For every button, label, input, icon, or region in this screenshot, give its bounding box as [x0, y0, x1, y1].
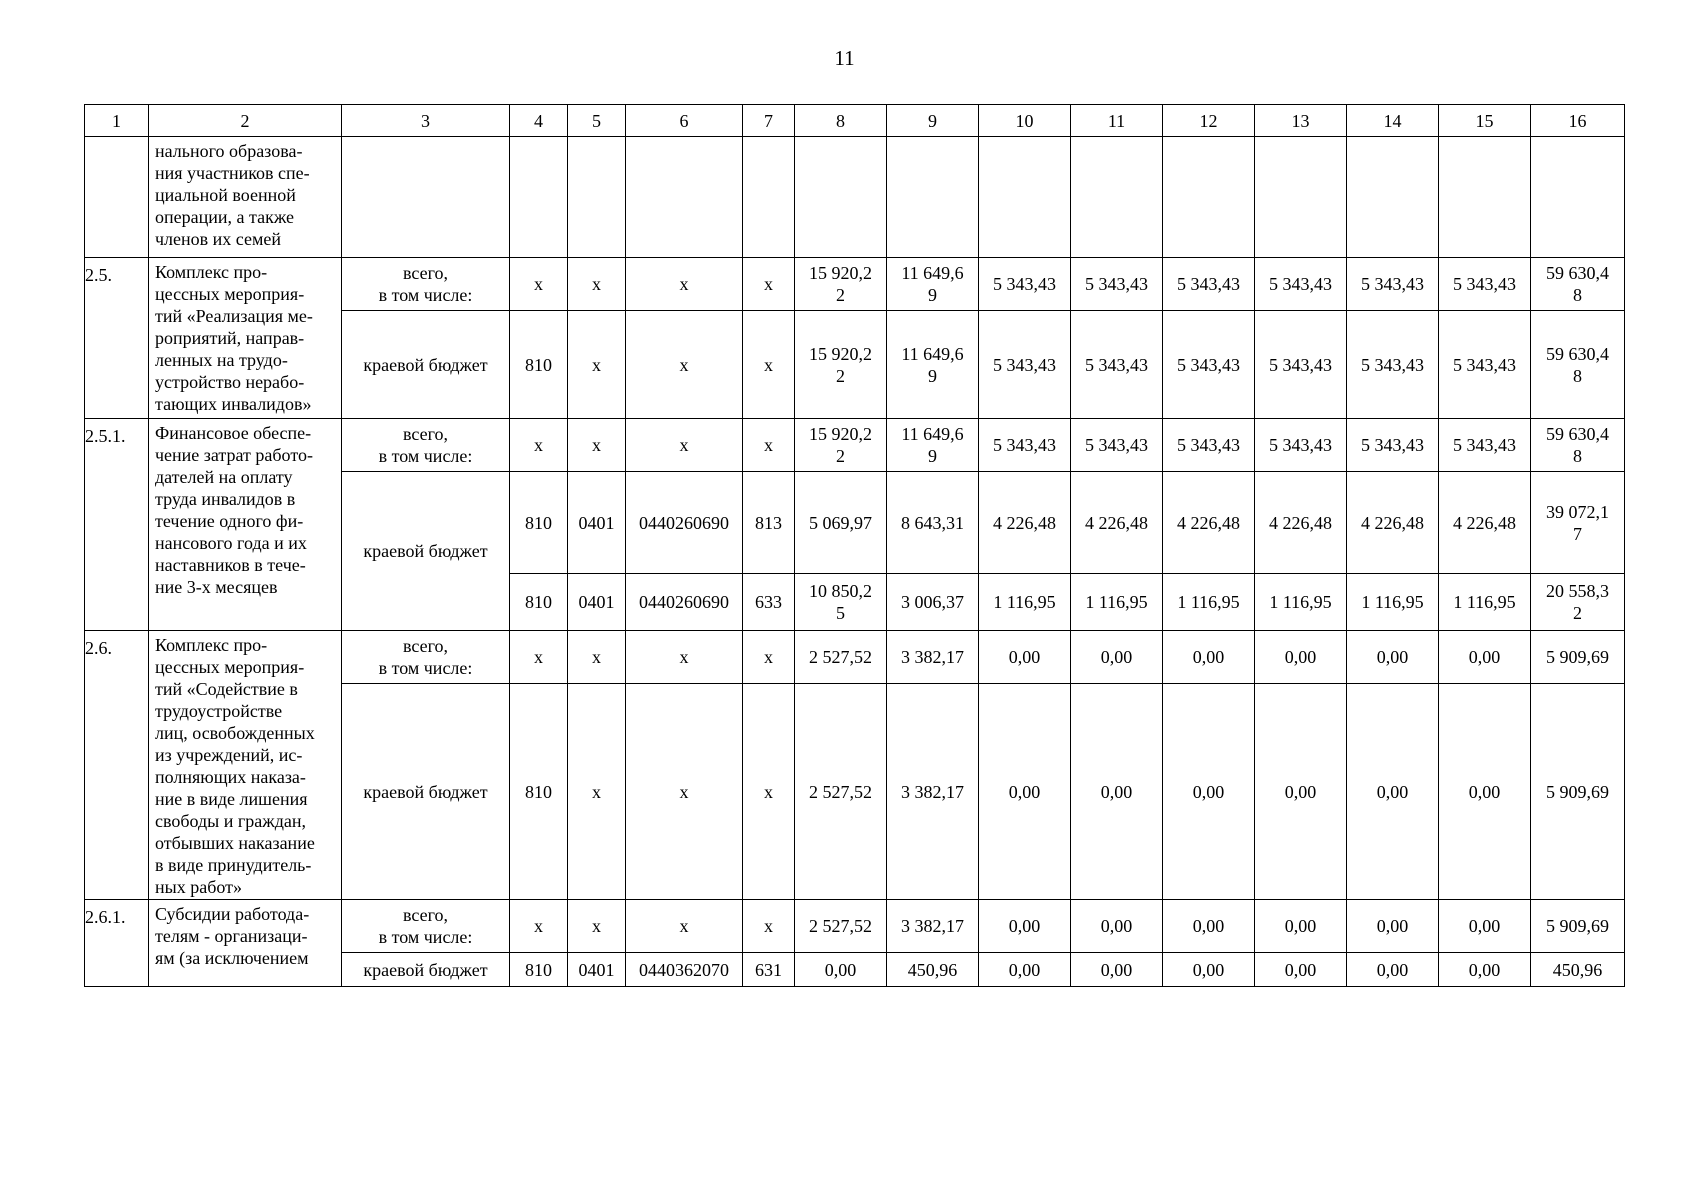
row-code: 2.6.1. [85, 900, 149, 987]
value-cell: 5 343,43 [1071, 258, 1163, 311]
row-name: Финансовое обеспе- чение затрат работо- дателей на оплату труда инвалидов в течение одного фи- нансового года и их наставников в тече- ние 3-х месяцев [149, 419, 342, 631]
value-cell: 39 072,1 7 [1531, 472, 1625, 574]
value-cell: 0,00 [979, 631, 1071, 684]
header-cell: 2 [149, 105, 342, 137]
table-row [85, 631, 1625, 684]
value-cell: 59 630,4 8 [1531, 419, 1625, 472]
value-cell: 3 382,17 [887, 900, 979, 953]
header-cell: 12 [1163, 105, 1255, 137]
value-cell: 450,96 [1531, 953, 1625, 987]
empty-cell [795, 137, 887, 258]
value-cell: 2 527,52 [795, 900, 887, 953]
value-cell: 15 920,2 2 [795, 258, 887, 311]
value-cell: 0401 [568, 953, 626, 987]
value-cell: х [568, 311, 626, 419]
value-cell: 0,00 [979, 684, 1071, 900]
empty-cell [342, 137, 510, 258]
value-cell: х [743, 258, 795, 311]
row-code [85, 137, 149, 258]
continuation-row [85, 137, 1625, 258]
header-cell: 9 [887, 105, 979, 137]
source-cell: краевой бюджет [342, 953, 510, 987]
value-cell: 0401 [568, 472, 626, 574]
value-cell: 0,00 [1439, 953, 1531, 987]
value-cell: х [510, 419, 568, 472]
value-cell: 1 116,95 [1255, 574, 1347, 631]
header-cell: 11 [1071, 105, 1163, 137]
header-cell: 13 [1255, 105, 1347, 137]
value-cell: 1 116,95 [1163, 574, 1255, 631]
value-cell: 0,00 [1163, 953, 1255, 987]
empty-cell [743, 137, 795, 258]
value-cell: 0,00 [795, 953, 887, 987]
row-code: 2.5. [85, 258, 149, 419]
value-cell: 631 [743, 953, 795, 987]
source-cell: всего, в том числе: [342, 631, 510, 684]
value-cell: 810 [510, 472, 568, 574]
value-cell: 0,00 [1071, 631, 1163, 684]
value-cell: 0,00 [1071, 684, 1163, 900]
row-code: 2.6. [85, 631, 149, 900]
value-cell: 0,00 [1439, 684, 1531, 900]
value-cell: 0,00 [1255, 900, 1347, 953]
value-cell: 4 226,48 [1163, 472, 1255, 574]
table-body [85, 105, 1625, 987]
source-cell: краевой бюджет [342, 472, 510, 631]
value-cell: х [743, 684, 795, 900]
value-cell: х [626, 419, 743, 472]
value-cell: 0,00 [1071, 953, 1163, 987]
source-cell: краевой бюджет [342, 684, 510, 900]
header-cell: 4 [510, 105, 568, 137]
value-cell: х [626, 900, 743, 953]
value-cell: 3 006,37 [887, 574, 979, 631]
value-cell: 810 [510, 684, 568, 900]
value-cell: х [568, 258, 626, 311]
value-cell: 15 920,2 2 [795, 419, 887, 472]
value-cell: 5 909,69 [1531, 631, 1625, 684]
value-cell: 5 343,43 [1071, 311, 1163, 419]
row-name: нального образова- ния участников спе- циальной военной операции, а также членов их семей [149, 137, 342, 258]
value-cell: х [568, 419, 626, 472]
value-cell: 1 116,95 [979, 574, 1071, 631]
value-cell: 0401 [568, 574, 626, 631]
header-cell: 16 [1531, 105, 1625, 137]
page-number: 11 [834, 46, 855, 70]
value-cell: 810 [510, 311, 568, 419]
value-cell: 5 343,43 [1163, 258, 1255, 311]
value-cell: 15 920,2 2 [795, 311, 887, 419]
value-cell: 5 343,43 [1255, 311, 1347, 419]
row-name: Комплекс про- цессных мероприя- тий «Реализация ме- роприятий, направ- ленных на трудо- устройство нерабо- тающих инвалидов» [149, 258, 342, 419]
value-cell: 2 527,52 [795, 631, 887, 684]
value-cell: 5 069,97 [795, 472, 887, 574]
value-cell: 0,00 [1439, 631, 1531, 684]
value-cell: х [626, 311, 743, 419]
value-cell: х [510, 631, 568, 684]
empty-cell [1163, 137, 1255, 258]
value-cell: 11 649,6 9 [887, 419, 979, 472]
value-cell: х [568, 900, 626, 953]
value-cell: 5 909,69 [1531, 684, 1625, 900]
row-name: Комплекс про- цессных мероприя- тий «Содействие в трудоустройстве лиц, освобожденных из учреждений, ис- полняющих наказа- ние в виде лишения свободы и граждан, отбывших наказание в виде принудитель- ных работ» [149, 631, 342, 900]
value-cell: х [743, 900, 795, 953]
value-cell: 0,00 [1347, 631, 1439, 684]
value-cell: 5 343,43 [1163, 419, 1255, 472]
value-cell: 5 343,43 [1163, 311, 1255, 419]
value-cell: 0,00 [1163, 900, 1255, 953]
table-row [85, 258, 1625, 311]
value-cell: 450,96 [887, 953, 979, 987]
value-cell: х [743, 419, 795, 472]
value-cell: х [743, 631, 795, 684]
value-cell: 8 643,31 [887, 472, 979, 574]
value-cell: 0,00 [1255, 631, 1347, 684]
value-cell: 810 [510, 574, 568, 631]
value-cell: 0,00 [1255, 953, 1347, 987]
value-cell: 5 343,43 [979, 258, 1071, 311]
value-cell: 3 382,17 [887, 684, 979, 900]
value-cell: 11 649,6 9 [887, 258, 979, 311]
value-cell: 59 630,4 8 [1531, 258, 1625, 311]
value-cell: 5 343,43 [1439, 311, 1531, 419]
table-row [85, 419, 1625, 472]
value-cell: 0,00 [979, 900, 1071, 953]
value-cell: 5 343,43 [979, 419, 1071, 472]
header-cell: 5 [568, 105, 626, 137]
value-cell: 4 226,48 [1347, 472, 1439, 574]
empty-cell [568, 137, 626, 258]
header-cell: 1 [85, 105, 149, 137]
empty-cell [626, 137, 743, 258]
header-cell: 10 [979, 105, 1071, 137]
value-cell: 11 649,6 9 [887, 311, 979, 419]
value-cell: х [626, 631, 743, 684]
value-cell: 810 [510, 953, 568, 987]
value-cell: 20 558,3 2 [1531, 574, 1625, 631]
value-cell: х [568, 631, 626, 684]
value-cell: 0,00 [1163, 631, 1255, 684]
value-cell: 10 850,2 5 [795, 574, 887, 631]
header-cell: 6 [626, 105, 743, 137]
value-cell: х [510, 900, 568, 953]
value-cell: 1 116,95 [1347, 574, 1439, 631]
header-row [85, 105, 1625, 137]
row-name: Субсидии работода- телям - организаци- ям (за исключением [149, 900, 342, 987]
empty-cell [1531, 137, 1625, 258]
header-cell: 15 [1439, 105, 1531, 137]
header-cell: 3 [342, 105, 510, 137]
value-cell: 0,00 [1347, 900, 1439, 953]
value-cell: 5 343,43 [1439, 258, 1531, 311]
header-cell: 7 [743, 105, 795, 137]
header-cell: 8 [795, 105, 887, 137]
value-cell: х [510, 258, 568, 311]
value-cell: 1 116,95 [1071, 574, 1163, 631]
empty-cell [1347, 137, 1439, 258]
value-cell: 0,00 [1347, 684, 1439, 900]
value-cell: 5 343,43 [1347, 258, 1439, 311]
value-cell: 5 343,43 [1255, 258, 1347, 311]
value-cell: 0,00 [1071, 900, 1163, 953]
value-cell: 2 527,52 [795, 684, 887, 900]
value-cell: х [568, 684, 626, 900]
source-cell: всего, в том числе: [342, 900, 510, 953]
source-cell: всего, в том числе: [342, 419, 510, 472]
value-cell: 0440260690 [626, 472, 743, 574]
value-cell: 5 343,43 [1255, 419, 1347, 472]
value-cell: 5 343,43 [1071, 419, 1163, 472]
value-cell: 0,00 [1163, 684, 1255, 900]
value-cell: 0,00 [1255, 684, 1347, 900]
budget-table [84, 104, 1625, 987]
value-cell: 5 343,43 [1347, 419, 1439, 472]
value-cell: 5 909,69 [1531, 900, 1625, 953]
value-cell: 4 226,48 [979, 472, 1071, 574]
value-cell: 633 [743, 574, 795, 631]
value-cell: 5 343,43 [979, 311, 1071, 419]
value-cell: 59 630,4 8 [1531, 311, 1625, 419]
value-cell: 0440362070 [626, 953, 743, 987]
empty-cell [1439, 137, 1531, 258]
row-code: 2.5.1. [85, 419, 149, 631]
value-cell: 0,00 [979, 953, 1071, 987]
value-cell: 5 343,43 [1439, 419, 1531, 472]
empty-cell [1255, 137, 1347, 258]
empty-cell [979, 137, 1071, 258]
value-cell: 1 116,95 [1439, 574, 1531, 631]
header-cell: 14 [1347, 105, 1439, 137]
value-cell: 4 226,48 [1439, 472, 1531, 574]
source-cell: всего, в том числе: [342, 258, 510, 311]
value-cell: 4 226,48 [1071, 472, 1163, 574]
value-cell: 813 [743, 472, 795, 574]
table-row [85, 900, 1625, 953]
value-cell: 0,00 [1347, 953, 1439, 987]
value-cell: 5 343,43 [1347, 311, 1439, 419]
value-cell: 4 226,48 [1255, 472, 1347, 574]
empty-cell [510, 137, 568, 258]
value-cell: х [743, 311, 795, 419]
value-cell: х [626, 684, 743, 900]
value-cell: х [626, 258, 743, 311]
value-cell: 0440260690 [626, 574, 743, 631]
empty-cell [887, 137, 979, 258]
empty-cell [1071, 137, 1163, 258]
value-cell: 0,00 [1439, 900, 1531, 953]
value-cell: 3 382,17 [887, 631, 979, 684]
source-cell: краевой бюджет [342, 311, 510, 419]
